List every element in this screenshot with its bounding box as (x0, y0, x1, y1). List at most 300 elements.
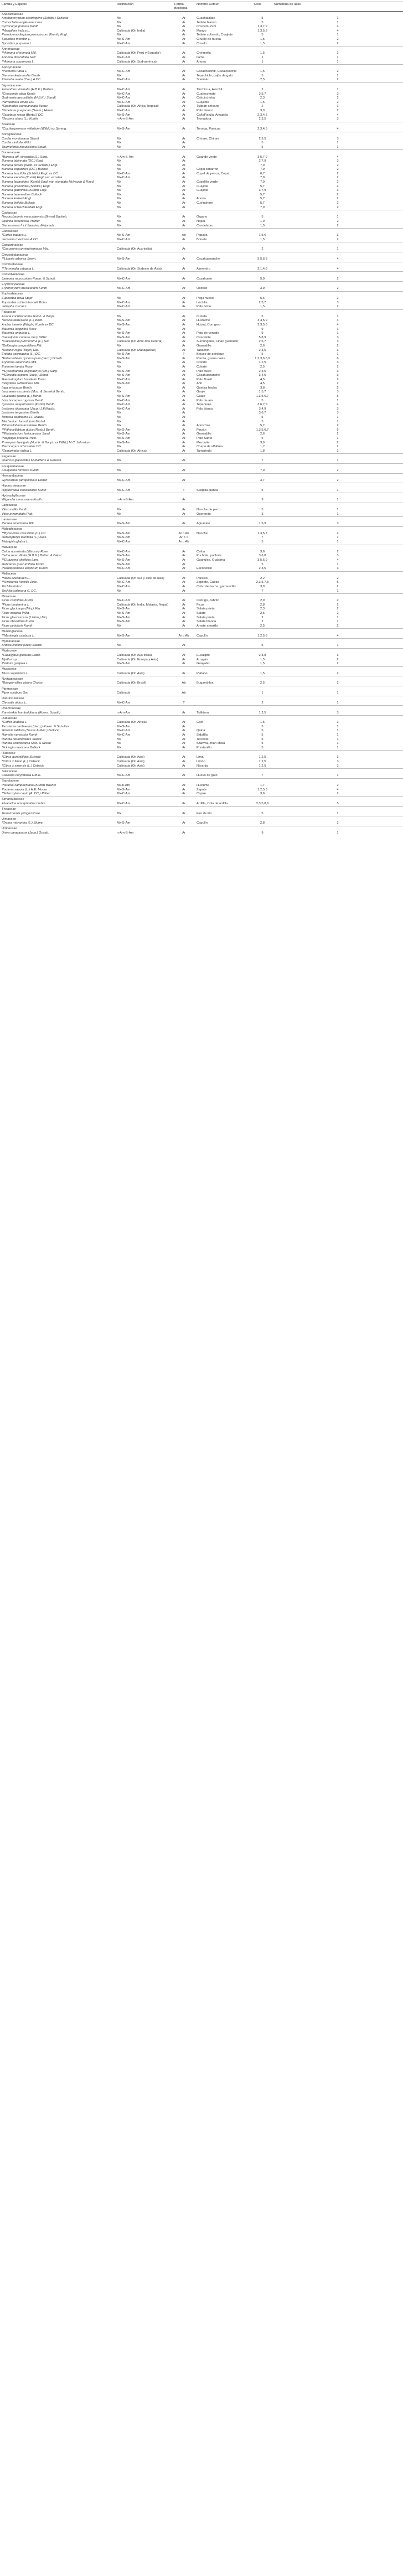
life-form-cell: Ar (182, 624, 185, 628)
life-form-cell: Ar (182, 361, 185, 365)
sum-uses-cell: 2 (337, 792, 339, 796)
distribution-cell: Mx-C-Am (117, 792, 131, 796)
common-name-cell (195, 420, 252, 425)
table-row (0, 738, 403, 742)
uses-cell: 2,3,4,5 (257, 113, 267, 117)
species-cell: Parmentiera edulis DC (2, 100, 34, 104)
distribution-cell: Cultivada (Or. Sur y este de Asia) (117, 576, 164, 580)
family-name: Simaroubaceae (2, 798, 24, 801)
family-name: Cactaceae (2, 211, 17, 215)
distribution-cell: Mx-S-Am (117, 369, 131, 373)
family-row (0, 806, 403, 812)
species-cell: Casearia corymbosa H.B.K. (2, 774, 42, 778)
life-form-cell: Ar (182, 184, 185, 188)
species-cell: *Sideroxylon capiri (A. DC.) Pittier (2, 792, 50, 796)
family-name: Nyctaginaceae (2, 677, 23, 681)
common-name-cell: Quebra hacha (197, 386, 217, 390)
sum-uses-cell: 1 (337, 831, 339, 835)
table-row (0, 374, 403, 378)
species-cell: Piper sciabum Sw. (2, 691, 28, 695)
species-cell: Malpighia glabra L. (2, 540, 29, 544)
uses-cell: 5 (261, 508, 264, 511)
life-form-cell: Ar (182, 189, 185, 193)
species-cell: Trichilia colimana C. DC. (2, 589, 37, 593)
family-name: Hernandiaceae (2, 474, 24, 478)
common-name-cell (195, 247, 252, 252)
family-name: Meliaceae (2, 572, 17, 576)
sum-uses-cell: 1 (337, 620, 339, 624)
uses-cell: 5 (261, 20, 264, 24)
table-row (0, 137, 403, 142)
life-form-cell: Ar (182, 576, 185, 580)
life-form-cell: Ar (182, 55, 185, 59)
species-cell: Stemmadenia mollis Benth. (2, 74, 41, 77)
family-name: Caricaceae (2, 229, 18, 233)
sum-uses-cell: 1 (337, 733, 339, 737)
table-row (0, 340, 403, 344)
sum-uses-cell: 1 (337, 74, 339, 77)
uses-cell: 5 (261, 145, 264, 149)
common-name-cell: Candelabro (197, 224, 213, 227)
common-name-cell: Chirimolla (197, 51, 211, 55)
sum-uses-cell: 2 (337, 576, 339, 580)
common-name-cell: Cuajiote (197, 184, 209, 188)
table-row (0, 141, 403, 146)
table-row (0, 792, 403, 796)
distribution-cell: Mx-S-Am (117, 788, 131, 792)
uses-cell: 1,5 (260, 100, 265, 104)
table-row (0, 395, 403, 399)
species-cell: Prosopsis laevigata (Humb. & Bonpl. ex Willd.) M.C. Johnston (2, 441, 90, 444)
table-row (0, 21, 403, 25)
common-name-cell (195, 176, 252, 180)
distribution-cell: Mx-S-Am (117, 725, 131, 728)
life-form-cell: Ar (182, 424, 185, 428)
life-form-cell: Ar (182, 416, 185, 420)
species-cell: Randia tetramdoides Standl. (2, 737, 43, 741)
uses-cell: 2,2 (260, 576, 265, 580)
life-form-cell: Ar (182, 100, 185, 104)
uses-cell: 1,5 (260, 721, 265, 725)
distribution-cell: Mx (117, 180, 121, 184)
uses-cell: 5 (261, 742, 264, 746)
common-name-cell: Salate blanca (197, 620, 216, 624)
uses-cell: 7,9 (260, 180, 265, 184)
common-name-cell: Copal de penca, Copal (197, 172, 229, 175)
distribution-cell: Mx-S-Am (117, 562, 131, 566)
sum-uses-cell: 3 (337, 653, 339, 657)
table-row (0, 420, 403, 425)
species-cell: Ficus insipida Willd. (2, 612, 30, 615)
common-name-cell: Guaje (197, 390, 205, 394)
common-name-cell: CañaFistula, Amapola (197, 113, 228, 117)
species-cell: Ficus cotinifolia Kunth (2, 599, 33, 603)
life-form-cell: Ar (182, 554, 185, 558)
common-name-cell: Bejuco de peinique (197, 353, 224, 356)
common-name-cell: Cabrigo, cabrito (197, 599, 219, 603)
species-cell: Lysiloma divaricata (Jacq.) J.F.Macbr. (2, 407, 55, 411)
distribution-cell: Mx (117, 215, 121, 219)
common-name-cell (195, 159, 252, 164)
uses-cell: 3,4,5 (259, 374, 266, 377)
species-cell: Amphipterygium adstringens (Schltdl.) Schiede (2, 17, 69, 20)
table-row (0, 489, 403, 493)
uses-cell: 2 (261, 701, 264, 705)
species-cell: Randia echinocarpa Moc. & Sessé (2, 742, 51, 746)
table-row (0, 117, 403, 122)
species-cell: Wigandia caracasana Kunth (2, 498, 42, 502)
common-name-cell: Cacaloxóchitl, Cacaloxochitl (197, 70, 237, 74)
uses-cell: 2,3 (260, 96, 265, 100)
family-name: Hydrophyllaceae (2, 494, 26, 498)
species-cell: Astianthus viminalis (H.B.K.) Baillon (2, 88, 53, 92)
life-form-cell: Ar (182, 581, 185, 584)
species-cell: Pseudobombax ellipticum Kunth (2, 567, 48, 571)
distribution-cell: Mx-S-Am (117, 127, 131, 131)
table-row (0, 224, 403, 229)
common-name-cell: Granadillo (197, 432, 211, 436)
table-row (0, 701, 403, 706)
uses-cell: 1,5 (260, 237, 265, 241)
distribution-cell: Mx (117, 193, 121, 196)
common-name-cell (195, 540, 252, 545)
family-name: Chrysobalanaceae (2, 253, 29, 257)
family-row (0, 150, 403, 156)
life-form-cell: Ar (182, 811, 185, 815)
table-row (0, 361, 403, 365)
sum-uses-cell: 3 (337, 369, 339, 373)
common-name-cell: Tecolote (197, 737, 209, 741)
uses-cell: 5 (261, 811, 264, 815)
sum-uses-cell: 2 (337, 205, 339, 209)
life-form-cell: Ar (182, 562, 185, 566)
species-cell: Bursera excelsa (Kunth) Engl. var. excelsa (2, 176, 63, 180)
common-name-cell (195, 416, 252, 420)
sum-uses-cell: 3 (337, 407, 339, 411)
life-form-cell: Ar (182, 469, 185, 473)
uses-cell: 5 (261, 562, 264, 566)
distribution-cell: Mx-C-Am (117, 567, 131, 571)
uses-cell: 4,5 (260, 377, 265, 381)
species-cell: **Licania arborea Seem. (2, 257, 37, 261)
table-row (0, 742, 403, 746)
table-row (0, 603, 403, 608)
common-name-cell: Huizache (197, 319, 210, 323)
table-row (0, 469, 403, 473)
family-row (0, 132, 403, 137)
distribution-cell: Mx-S-Am (117, 356, 131, 360)
common-name-cell: Añil (197, 382, 202, 386)
common-name-cell: Cuajilote (197, 100, 209, 104)
distribution-cell: Mx (117, 445, 121, 449)
uses-cell: 3,7 (260, 478, 265, 482)
distribution-cell: Mx (117, 742, 121, 746)
table-row (0, 536, 403, 540)
common-name-cell: Skopilla blanca (197, 488, 218, 492)
common-name-cell: Ardilla, Cola de ardilla (197, 801, 228, 805)
sum-uses-cell: 3 (337, 756, 339, 759)
family-row (0, 464, 403, 469)
species-cell: Urera caracasana (Jacq.) Griseb. (2, 831, 49, 835)
distribution-cell: Mx (117, 589, 121, 593)
family-row (0, 526, 403, 532)
species-cell: Gyrocarpus jatrophifolius Domin (2, 478, 48, 482)
common-name-cell: Ocotillo (197, 287, 208, 291)
species-cell: Bursera lancifolia (Schltdl.) Engl. ex DC. (2, 172, 59, 175)
table-row (0, 672, 403, 676)
table-row (0, 197, 403, 201)
life-form-cell: Ar (182, 671, 185, 675)
common-name-cell: Tulipán africano (197, 105, 220, 108)
distribution-cell: Mx-C-Am (117, 96, 131, 100)
life-form-cell: Ar (182, 725, 185, 728)
common-name-cell: Querendo (197, 512, 211, 516)
common-name-cell: Copalillo verde (197, 180, 218, 184)
uses-cell: 1,5,9 (259, 522, 266, 526)
life-form-cell: Ar (182, 180, 185, 184)
sum-uses-cell: 1 (337, 488, 339, 492)
species-cell: **Eysenhardtia polystachya (Ort.) Sarg. (2, 369, 58, 373)
distribution-cell: Cultivada (Or. India, Malasia, Nepal) (117, 603, 169, 607)
family-row (0, 751, 403, 756)
distribution-cell: Mx-S-Am (117, 615, 131, 619)
sum-uses-cell: 1 (337, 20, 339, 24)
family-name: Fagaceae (2, 454, 16, 458)
sum-uses-cell: 2 (337, 821, 339, 825)
distribution-cell: Mx (117, 416, 121, 420)
distribution-cell: Mx-S-Am (117, 441, 131, 444)
distribution-cell: Mx (117, 296, 121, 300)
common-name-cell: Lima (197, 756, 204, 759)
uses-cell: 1,9 (260, 219, 265, 223)
common-name-cell: Arrayán (197, 658, 208, 661)
life-form-cell: Ar (182, 219, 185, 223)
life-form-cell: Ar (182, 224, 185, 227)
life-form-cell: Ar (182, 729, 185, 733)
species-cell: **Swietenia humilis Zucc. (2, 581, 38, 584)
common-name-cell (195, 725, 252, 730)
uses-cell: 1,7 (260, 784, 265, 788)
species-cell: Hintonia latiflora (Sessé & Moc.) Bullock (2, 729, 59, 733)
species-cell: *Spathodea campanulata Beauv. (2, 105, 49, 108)
table-header (0, 2, 403, 12)
table-row (0, 729, 403, 733)
uses-cell: 2,3,5,7,8 (256, 581, 269, 584)
distribution-cell: Mx-S-Am (117, 382, 131, 386)
life-form-cell: Ar (182, 420, 185, 423)
life-form-cell: Ar (182, 395, 185, 399)
sum-uses-cell: 1 (337, 729, 339, 733)
distribution-cell: Mx-C-Am (117, 701, 131, 705)
sum-uses-cell: 3 (337, 522, 339, 526)
table-row (0, 357, 403, 361)
life-form-cell: Ar (182, 277, 185, 281)
distribution-cell: Mx-C-Am (117, 92, 131, 96)
table-row (0, 681, 403, 686)
table-row (0, 416, 403, 420)
table-row (0, 127, 403, 132)
common-name-cell: Amate amarillo (197, 624, 218, 628)
family-name: Burseraceae (2, 151, 20, 154)
family-name: Bignoniaceae (2, 84, 22, 87)
sum-uses-cell: 3 (337, 764, 339, 768)
species-cell: Bursera kerberi Engl. (2, 197, 32, 201)
life-form-cell: Ar (182, 711, 185, 715)
common-name-cell (195, 141, 252, 146)
table-row (0, 215, 403, 220)
family-name: Hippocrateaceae (2, 484, 26, 488)
sum-uses-cell: 4 (337, 558, 339, 562)
life-form-cell: Ar (182, 721, 185, 725)
uses-cell: 1 (261, 691, 264, 695)
species-cell: Myrthut sp. (2, 658, 18, 661)
distribution-cell: Cultivada (Or. Asia) (117, 764, 144, 768)
sum-uses-cell: 3 (337, 301, 339, 304)
family-row (0, 309, 403, 315)
family-row (0, 517, 403, 523)
distribution-cell: Mx (117, 197, 121, 201)
distribution-cell: Mx (117, 189, 121, 193)
species-cell: Cordia morelosana Standl. (2, 137, 40, 141)
family-row (0, 65, 403, 70)
common-name-cell: Tepehuaje (197, 403, 211, 407)
sum-uses-cell: 1 (337, 215, 339, 219)
family-name: Theaceae (2, 808, 16, 811)
table-row (0, 788, 403, 793)
life-form-cell: Ar (182, 305, 185, 309)
life-form-cell: Ar (182, 432, 185, 436)
life-form-cell: Ar (182, 88, 185, 92)
family-name: Urticaceae (2, 827, 17, 831)
family-name: Malpighiaceae (2, 527, 23, 531)
table-row (0, 558, 403, 563)
distribution-cell: Mx-C-Am (117, 774, 131, 778)
uses-cell: 2 (261, 247, 264, 251)
sum-uses-cell: 3 (337, 189, 339, 193)
life-form-cell: Ar (182, 369, 185, 373)
uses-cell: 9 (261, 498, 264, 502)
distribution-cell: Mx-S-Am (117, 38, 131, 42)
table-row (0, 159, 403, 164)
species-cell: *Tabebuia guayacan (Seem.) Hemsl. (2, 109, 54, 113)
species-cell: Fouquieria formosa Kunth (2, 469, 39, 473)
species-cell: Ficus obtusifolia Kunth (2, 620, 34, 624)
life-form-cell: Ar (182, 348, 185, 352)
sum-uses-cell: 2 (337, 599, 339, 603)
species-cell: Haematoxylum brasiletto Karst. (2, 377, 46, 381)
uses-cell: 3,8 (260, 386, 265, 390)
common-name-cell: Salate (197, 612, 206, 615)
uses-cell: 5 (261, 399, 264, 402)
table-row (0, 96, 403, 101)
sum-uses-cell: 1 (337, 512, 339, 516)
distribution-cell: n-Am-S-Am (117, 155, 134, 159)
common-name-cell (195, 589, 252, 594)
common-name-cell: Tronadora (197, 117, 211, 121)
life-form-cell: T (183, 701, 185, 705)
family-name: Rubiaceae (2, 716, 17, 720)
species-cell: **Byrsonima crassifolia (L.) DC. (2, 531, 47, 535)
family-row (0, 210, 403, 216)
distribution-cell: Cultivada (Or. Europa y Asia) (117, 658, 158, 661)
uses-cell: 3,9 (260, 287, 265, 291)
species-cell: Karwinskia humboldtiana (Roem. Schult.) (2, 711, 61, 715)
life-form-cell: Ar (182, 589, 185, 593)
common-name-cell: Guahuixe, Guásima (197, 558, 225, 562)
family-name: Rhamnaceae (2, 706, 21, 710)
family-name: Myrtaceae (2, 649, 17, 653)
uses-cell: 7,9 (260, 205, 265, 209)
life-form-cell: Ar (182, 403, 185, 407)
distribution-cell: n-Am-Am (117, 711, 131, 715)
sum-uses-cell: 2 (337, 658, 339, 661)
uses-cell: 7 (261, 459, 264, 463)
table-row (0, 616, 403, 620)
sum-uses-cell: 4 (337, 788, 339, 792)
common-name-cell: Capire (197, 792, 206, 796)
uses-cell: 2,9 (260, 599, 265, 603)
table-row (0, 540, 403, 545)
distribution-cell: Mx-S-Am (117, 395, 131, 399)
sum-uses-cell: 1 (337, 536, 339, 540)
sum-uses-cell: 1 (337, 55, 339, 59)
life-form-cell: Ar (182, 20, 185, 24)
species-cell: Bauhinia ungulata L. (2, 332, 31, 335)
family-row (0, 545, 403, 550)
sum-uses-cell: 3 (337, 92, 339, 96)
common-name-cell: Mezquite (197, 441, 210, 444)
sum-uses-cell: 2 (337, 784, 339, 788)
life-form-cell: Ar (182, 599, 185, 603)
table-row (0, 33, 403, 38)
family-row (0, 629, 403, 634)
species-cell: Euphorbia fulva Stapf (2, 296, 33, 300)
life-form-cell: Ar (182, 615, 185, 619)
sum-uses-cell: 4 (337, 257, 339, 261)
common-name-cell: Pega hueso (197, 296, 214, 300)
life-form-cell: Ar (182, 332, 185, 335)
table-row (0, 220, 403, 224)
family-name: Lamiaceae (2, 504, 18, 508)
common-name-cell: Cuachalalate (197, 17, 215, 20)
distribution-cell: Cultivada (Or. India) (117, 29, 146, 33)
uses-cell: 2,5 (260, 681, 265, 685)
species-cell: **Gliricidia sepium (Jacq.) Steud. (2, 374, 49, 377)
sum-uses-cell: 1 (337, 508, 339, 511)
species-cell: *Cochlospermum vitifolium (Willd.) ex Spreng. (2, 127, 67, 131)
table-row (0, 105, 403, 109)
uses-cell: 2,3,5,8 (257, 323, 267, 327)
table-row (0, 88, 403, 92)
species-cell: *Mangifera indica L. (2, 29, 30, 33)
common-name-cell (195, 498, 252, 503)
species-cell: *Caesalpinia pulcherrima (L.) Sw. (2, 340, 49, 344)
uses-cell: 1,2,5 (259, 764, 266, 768)
distribution-cell: Mx-S-Am (117, 536, 131, 540)
table-row (0, 247, 403, 252)
species-cell: Ternstroemia pringlei Rose (2, 811, 40, 815)
uses-cell: 5,6 (260, 296, 265, 300)
sum-uses-cell: 3 (337, 137, 339, 141)
life-form-cell: Ar (182, 620, 185, 624)
distribution-cell: Mx-C-Am (117, 301, 131, 304)
table-row (0, 365, 403, 370)
uses-cell: 2,6 (260, 344, 265, 348)
sum-uses-cell: 1 (337, 399, 339, 402)
table-row (0, 658, 403, 663)
species-cell: *Crescentia alata Kunth (2, 92, 35, 96)
life-form-cell: Ar o T (179, 536, 188, 540)
